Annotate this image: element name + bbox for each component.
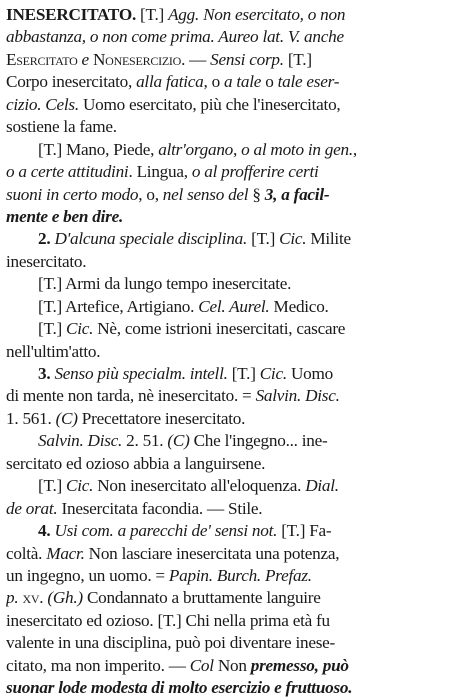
text-segment: Non	[213, 655, 251, 675]
text-segment: Che l'ingegno... ine-	[189, 431, 328, 451]
text-segment: D'alcuna speciale disciplina.	[54, 229, 248, 249]
text-segment: Inesercitata facondia. — Stile.	[57, 498, 263, 518]
text-line	[6, 116, 469, 138]
text-segment: Usi com. a parecchi de' sensi not.	[54, 521, 278, 541]
text-line	[6, 228, 469, 250]
text-segment: o al moto in gen.	[241, 139, 353, 159]
text-segment: Cic.	[259, 364, 287, 383]
text-segment: Non lasciare inesercitata una potenza,	[84, 543, 340, 563]
text-line	[6, 49, 469, 71]
text-line	[6, 498, 469, 520]
text-segment: Corpo inesercitato,	[6, 72, 137, 92]
text-segment: coltà.	[6, 543, 47, 563]
text-segment: o al profferire certi	[191, 162, 319, 182]
text-line	[6, 677, 469, 699]
text-line	[6, 26, 469, 48]
text-segment: xv.	[22, 588, 48, 608]
text-segment: [T.]	[283, 49, 312, 69]
text-line	[6, 296, 469, 318]
text-line	[6, 453, 469, 475]
text-line	[6, 4, 469, 26]
text-segment: Senso più specialm. intell.	[54, 364, 228, 383]
text-segment: mente e ben dire.	[6, 206, 123, 226]
text-segment: altr'organo	[158, 139, 234, 159]
text-line	[6, 475, 469, 497]
text-segment: , o	[203, 72, 224, 92]
text-segment: Cic.	[279, 229, 307, 249]
text-segment: un ingegno, un uomo. =	[6, 565, 169, 585]
text-line	[6, 385, 469, 407]
text-line	[6, 565, 469, 587]
text-segment: valente in una disciplina, può poi diventare inese-	[6, 633, 335, 653]
text-segment: [T.] Artefice, Artigiano.	[38, 296, 199, 316]
text-line	[6, 206, 469, 228]
text-segment: Nè, come istrioni inesercitati, cascare	[93, 319, 346, 339]
text-segment: (Gh.)	[47, 588, 83, 608]
text-line	[6, 610, 469, 632]
text-segment: tale eser-	[277, 72, 340, 92]
text-segment: . Lingua,	[128, 162, 192, 182]
text-segment: inesercitato.	[6, 251, 87, 271]
text-line	[6, 341, 469, 363]
text-segment: inesercitato ed ozioso. [T.] Chi nella prima età fu	[6, 610, 330, 630]
text-segment: Nonesercizio	[92, 49, 182, 69]
text-segment: 2.	[38, 229, 55, 249]
text-segment: o	[261, 72, 278, 92]
text-segment: Cic.	[66, 319, 94, 339]
text-segment: Medico.	[269, 296, 329, 316]
text-segment: Uomo esercitato, più che l'inesercitato,	[78, 94, 341, 114]
text-segment: alla fatica	[136, 72, 204, 92]
text-segment: , o,	[138, 184, 163, 204]
text-segment: suonar lode modesta di molto esercizio e fruttuoso.	[6, 678, 353, 698]
text-line	[6, 587, 469, 609]
text-segment: de orat.	[6, 498, 58, 518]
text-segment: §	[248, 184, 265, 204]
text-segment: Non inesercitato all'eloquenza.	[93, 476, 306, 496]
text-line	[6, 139, 469, 161]
text-segment: [T.] Mano, Piede,	[38, 139, 159, 159]
text-line	[6, 655, 469, 677]
text-segment: di mente non tarda, nè inesercitato. =	[6, 386, 256, 406]
text-segment: 3, a facil-	[264, 184, 330, 204]
text-segment: [T.]	[38, 319, 67, 339]
text-segment: 2. 51.	[122, 431, 168, 451]
text-segment: Dial.	[305, 476, 339, 496]
text-segment: 1. 561.	[6, 408, 56, 428]
text-segment: Macr.	[46, 543, 85, 563]
text-segment: [T.] Armi da lungo tempo inesercitate.	[38, 274, 292, 294]
text-segment: p.	[6, 588, 23, 608]
text-segment: Precettatore inesercitato.	[77, 408, 246, 428]
text-segment: 3.	[38, 364, 55, 383]
text-segment: Milite	[306, 229, 351, 249]
text-segment: Salvin. Disc.	[255, 386, 340, 406]
text-segment: ,	[233, 139, 242, 159]
text-segment: Papin. Burch. Prefaz.	[168, 565, 312, 585]
text-segment: Agg. Non esercitato, o non	[168, 5, 346, 24]
text-line	[6, 318, 469, 340]
text-line	[6, 251, 469, 273]
text-line	[6, 273, 469, 295]
text-segment: e	[77, 49, 93, 69]
text-segment: sostiene la fame.	[6, 117, 117, 137]
text-segment: a tale	[224, 72, 262, 92]
text-segment: [T.]	[136, 5, 169, 24]
text-line	[6, 520, 469, 542]
text-segment: INESERCITATO.	[6, 5, 136, 24]
text-segment: suoni in certo modo	[6, 184, 139, 204]
text-line	[6, 543, 469, 565]
text-segment: nel senso del	[162, 184, 249, 204]
text-segment: cizio. Cels.	[6, 94, 79, 114]
text-segment: premesso, può	[250, 655, 349, 675]
text-line	[6, 632, 469, 654]
text-segment: [T.] Fa-	[277, 521, 332, 541]
text-segment: Cel. Aurel.	[198, 296, 270, 316]
text-segment: Salvin. Disc.	[38, 431, 123, 451]
text-segment: [T.]	[227, 364, 260, 383]
text-line	[6, 161, 469, 183]
text-segment: Col	[189, 655, 214, 675]
text-segment: Sensi corp.	[210, 49, 284, 69]
text-segment: citato, ma non imperito. —	[6, 655, 190, 675]
text-segment: Esercitato	[6, 49, 78, 69]
text-segment: nell'ultim'atto.	[6, 341, 101, 361]
text-segment: Uomo	[286, 364, 333, 383]
text-segment: Condannato a bruttamente languire	[82, 588, 321, 608]
text-line	[6, 430, 469, 452]
text-segment: Cic.	[66, 476, 94, 496]
text-line	[6, 363, 469, 385]
text-segment: . —	[181, 49, 211, 69]
text-segment: (C)	[55, 408, 78, 428]
text-segment: ,	[352, 139, 357, 159]
text-segment: [T.]	[38, 476, 67, 496]
text-segment: (C)	[167, 431, 190, 451]
text-segment: o a certe attitudini	[6, 162, 129, 182]
text-line	[6, 71, 469, 93]
text-segment: abbastanza, o non come prima. Aureo lat. V. anche	[6, 27, 344, 47]
text-segment: [T.]	[247, 229, 280, 249]
text-line	[6, 408, 469, 430]
text-line	[6, 94, 469, 116]
text-segment: sercitato ed ozioso abbia a languirsene.	[6, 453, 266, 473]
text-line	[6, 184, 469, 206]
text-segment: 4.	[38, 521, 55, 541]
